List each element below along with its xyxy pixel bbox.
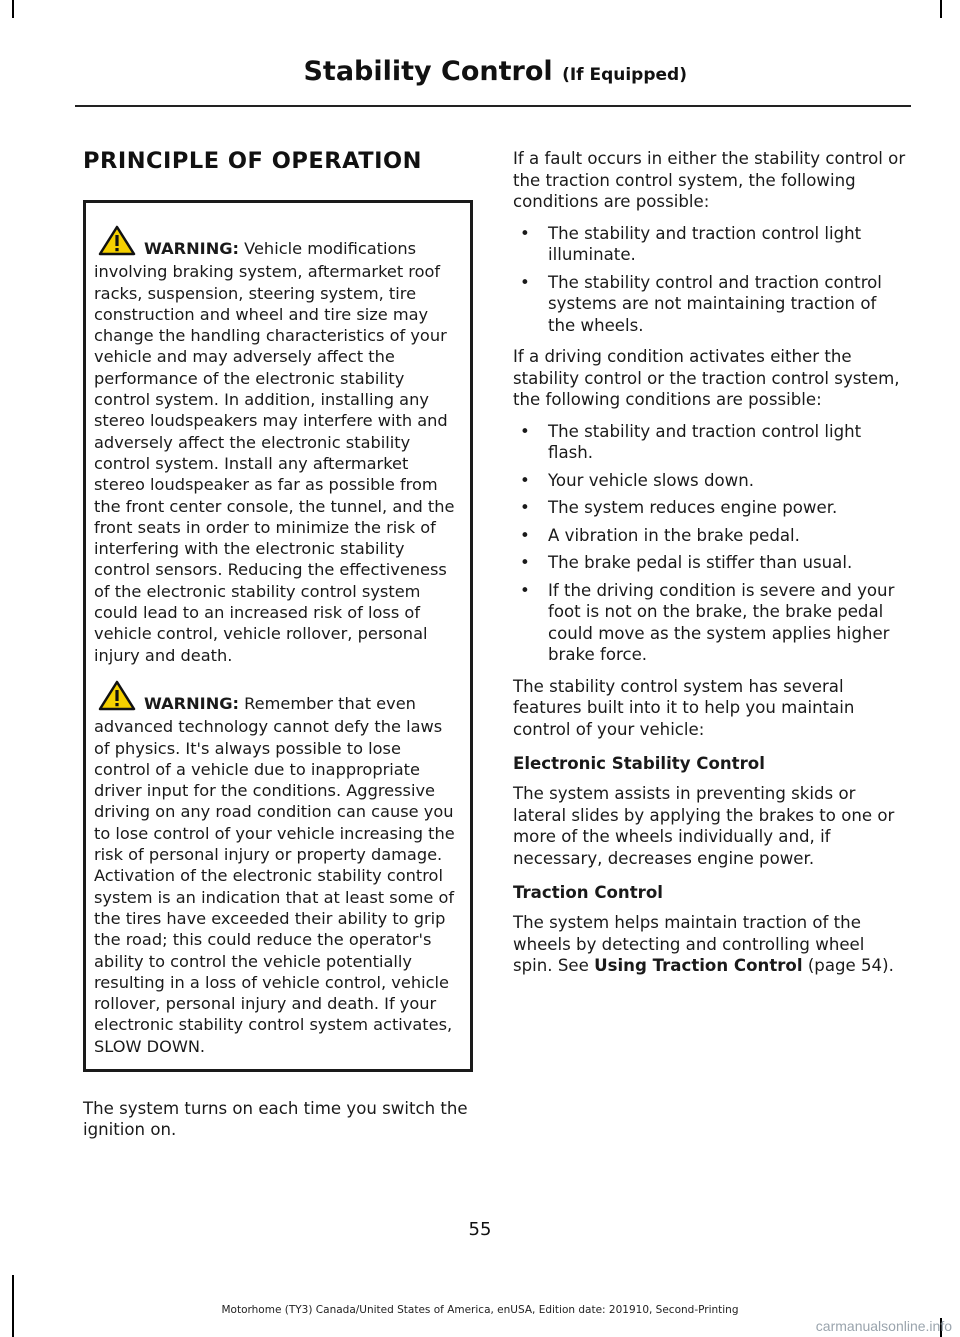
list-item [513, 497, 906, 519]
page-number: 55 [468, 1219, 492, 1240]
list-item-text: A vibration in the brake pedal. [548, 525, 800, 545]
activation-intro: If a driving condition activates either the stability control or the traction control system, the following conditions are possible: [513, 347, 900, 409]
right-column [513, 148, 906, 987]
list-item [513, 272, 906, 337]
traction-heading: Traction Control [513, 883, 663, 902]
traction-text-before: The system helps maintain traction of the wheels by detecting and controlling wheel spin. See [513, 913, 865, 975]
bullet: • [520, 525, 530, 545]
bullet: • [520, 421, 530, 441]
crop-mark [940, 0, 942, 18]
warning-paragraph [94, 680, 462, 1057]
list-item [513, 421, 906, 464]
bullet: • [520, 498, 530, 517]
bullet: • [520, 470, 530, 490]
activation-list [513, 421, 906, 666]
traction-text-after: (page 54). [807, 956, 894, 975]
traction-control-link[interactable]: Using Traction Control [594, 956, 803, 975]
list-item [513, 552, 906, 574]
list-item-text: The stability and traction control light illuminate. [548, 223, 862, 264]
esc-text: The system assists in preventing skids or lateral slides by applying the brakes to one or more of the wheels individually and, if necessary, decreases engine power. [513, 784, 895, 868]
warning-label: WARNING: [144, 693, 239, 713]
fault-list [513, 223, 906, 337]
left-column [83, 148, 473, 1151]
header-rule [75, 105, 911, 107]
bullet: • [520, 272, 530, 292]
ignition-note: The system turns on each time you switch the ignition on. [83, 1098, 468, 1140]
warning-text: Remember that even advanced technology cannot defy the laws of physics. It's always possible to lose control of a vehicle due to inappropriate driver input for the conditions. Aggressive driving on any road condition can cause you to lose control of your vehicle increasing the risk of personal injury or property damage. Activation of the electronic stability control system is an indication that at least some of the tires have exceeded their ability to grip the road; this could reduce the operator's ability to control the vehicle potentially resulting in a loss of vehicle control, vehicle rollover, personal injury and death. If your electronic stability control system activates, SLOW DOWN. [94, 693, 455, 1056]
list-item [513, 580, 906, 666]
warning-text: Vehicle modifications involving braking system, aftermarket roof racks, suspension, steering system, tire construction and wheel and tire size may change the handling characteristics of your vehicle and may adversely affect the performance of the electronic stability control system. In addition, installing any stereo loudspeakers may interfere with and adversely affect the electronic stability control system. Install any aftermarket stereo loudspeaker as far as possible from the front center console, the tunnel, and the front seats in order to minimize the risk of interfering with the electronic stability control sensors. Reducing the effectiveness of the electronic stability control system could lead to an increased risk of loss of vehicle control, vehicle rollover, personal injury and death. [94, 239, 455, 665]
header-subtitle: (If Equipped) [562, 65, 687, 85]
list-item-text: The system reduces engine power. [548, 498, 838, 517]
list-item-text: Your vehicle slows down. [548, 470, 755, 490]
crop-mark [12, 0, 14, 18]
watermark: carmanualsonline.info [815, 1318, 952, 1334]
page-header [303, 56, 687, 87]
list-item-text: The stability control and traction control systems are not maintaining traction of the wheels. [548, 272, 882, 335]
bullet: • [520, 553, 530, 572]
list-item-text: If the driving condition is severe and your foot is not on the brake, the brake pedal could move as the system applies higher brake force. [548, 580, 895, 664]
list-item [513, 470, 906, 492]
section-title: PRINCIPLE OF OPERATION [83, 148, 422, 174]
traction-text [513, 912, 906, 977]
esc-heading: Electronic Stability Control [513, 754, 765, 773]
warning-box [83, 200, 473, 1072]
edition-note: Motorhome (TY3) Canada/United States of America, enUSA, Edition date: 201910, Second-Printing [221, 1304, 739, 1316]
warning-label: WARNING: [144, 239, 239, 258]
header-title: Stability Control [303, 56, 553, 87]
list-item [513, 525, 906, 547]
warning-paragraph [94, 225, 462, 666]
list-item [513, 223, 906, 266]
warning-triangle-icon [98, 680, 136, 716]
bullet: • [520, 223, 530, 243]
fault-intro: If a fault occurs in either the stability control or the traction control system, the following conditions are possible: [513, 149, 906, 211]
list-item-text: The brake pedal is stiffer than usual. [548, 553, 853, 572]
list-item-text: The stability and traction control light flash. [548, 421, 862, 462]
warning-triangle-icon [98, 225, 136, 261]
bullet: • [520, 580, 530, 600]
features-intro: The stability control system has several features built into it to help you maintain control of your vehicle: [513, 676, 855, 739]
